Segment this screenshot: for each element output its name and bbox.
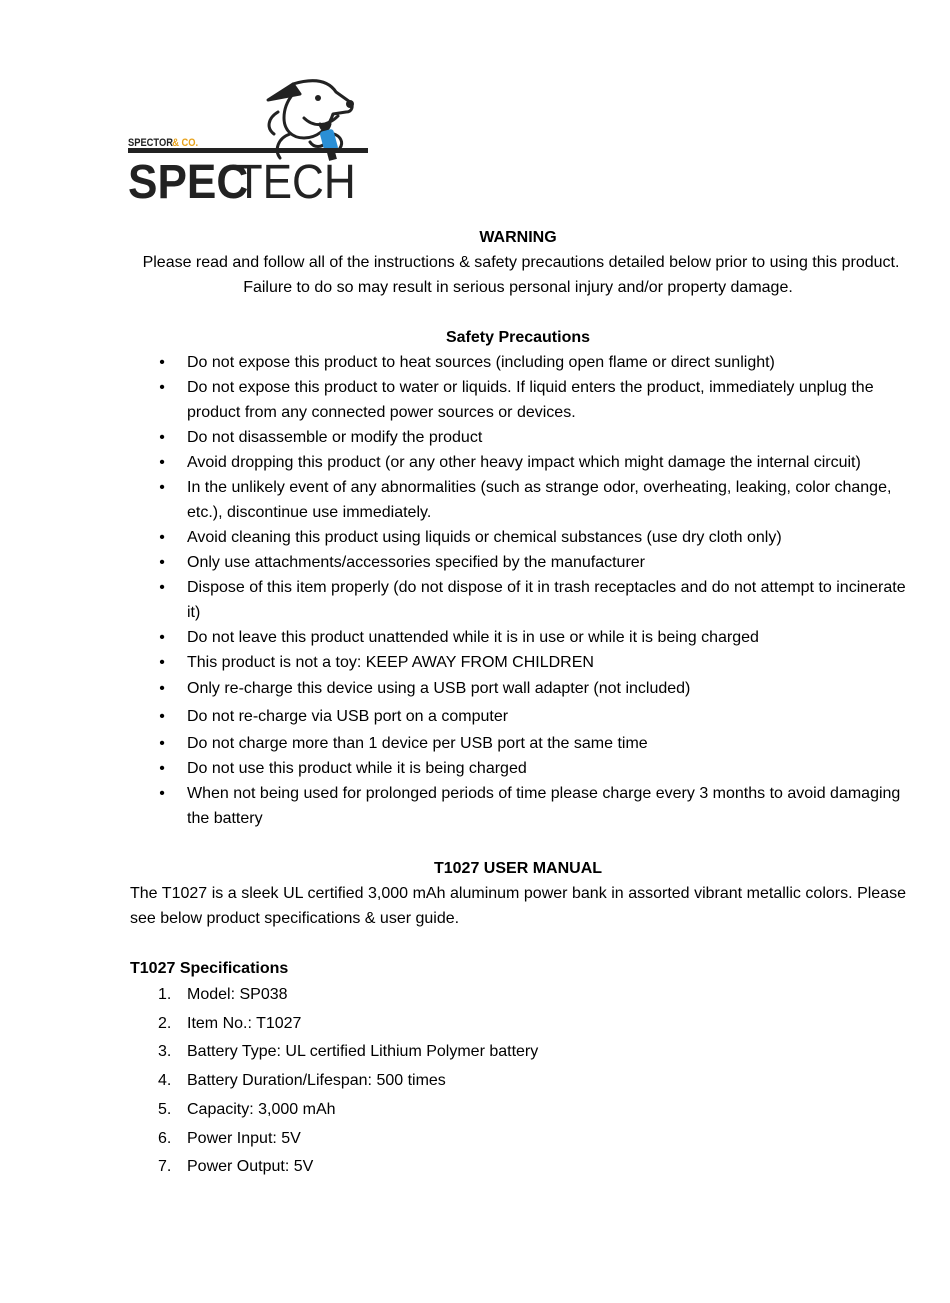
list-item-number: 5. [158, 1100, 172, 1118]
bullet-icon: • [159, 554, 165, 571]
safety-precautions-list [130, 350, 906, 831]
list-item-text: Capacity: 3,000 mAh [187, 1100, 336, 1118]
list-item [130, 550, 906, 575]
bullet-icon: • [159, 479, 165, 496]
list-item [130, 756, 906, 781]
spectech-logo-graphic [128, 72, 378, 204]
list-item-text: Only re-charge this device using a USB port wall adapter (not included) [187, 680, 691, 697]
list-item [130, 1153, 906, 1182]
list-item-text: Do not re-charge via USB port on a computer [187, 708, 509, 725]
bullet-icon: • [159, 785, 165, 802]
list-item-text: Dispose of this item properly (do not dispose of it in trash receptacles and do not attempt to incinerate it) [187, 579, 906, 621]
list-item [130, 1067, 906, 1096]
list-item [130, 731, 906, 756]
list-item [130, 425, 906, 450]
list-item [130, 525, 906, 550]
list-item-text: Model: SP038 [187, 986, 288, 1003]
list-item-number: 7. [158, 1158, 172, 1176]
warning-title: WARNING [479, 229, 557, 246]
list-item-text: When not being used for prolonged periods of time please charge every 3 months to avoid damaging the battery [187, 785, 901, 827]
list-item [130, 650, 906, 675]
logo-sub-brand-amp: & CO. [172, 137, 199, 150]
bullet-icon: • [159, 579, 165, 596]
bullet-icon: • [159, 629, 165, 646]
spectech-logo [128, 72, 378, 204]
bullet-icon: • [159, 454, 165, 471]
list-item-text: Do not charge more than 1 device per USB port at the same time [187, 735, 648, 752]
list-item-text: Only use attachments/accessories specified by the manufacturer [187, 554, 645, 571]
list-item [130, 781, 906, 831]
list-item-text: Item No.: T1027 [187, 1014, 302, 1032]
document-page [130, 225, 906, 1182]
warning-line-2: Failure to do so may result in serious personal injury and/or property damage. [243, 279, 793, 296]
list-item-text: Do not expose this product to heat sources (including open flame or direct sunlight) [187, 354, 775, 371]
list-item-text: In the unlikely event of any abnormalities (such as strange odor, overheating, leaking, color change, etc.), discontinue use immediately. [187, 479, 892, 521]
list-item [130, 375, 906, 425]
list-item [130, 1096, 906, 1125]
bullet-icon: • [159, 735, 165, 752]
logo-brand-light: TECH [235, 154, 356, 204]
bullet-icon: • [159, 708, 165, 725]
logo-sub-brand-prefix: SPECTOR [128, 137, 173, 150]
list-item [130, 475, 906, 525]
list-item [130, 575, 906, 625]
list-item-number: 3. [158, 1043, 172, 1061]
bullet-icon: • [159, 429, 165, 446]
list-item-text: Do not expose this product to water or liquids. If liquid enters the product, immediately unplug the product from any connected power sources or devices. [187, 379, 874, 421]
bullet-icon: • [159, 760, 165, 777]
list-item-text: Power Output: 5V [187, 1158, 314, 1176]
list-item [130, 625, 906, 650]
list-item-number: 2. [158, 1014, 172, 1032]
list-item-text: This product is not a toy: KEEP AWAY FROM CHILDREN [187, 654, 594, 671]
list-item-number: 1. [158, 986, 172, 1003]
list-item-text: Battery Duration/Lifespan: 500 times [187, 1072, 446, 1090]
user-manual-title: T1027 USER MANUAL [433, 860, 603, 877]
list-item-text: Power Input: 5V [187, 1129, 301, 1147]
list-item [130, 450, 906, 475]
bullet-icon: • [159, 379, 165, 396]
list-item-text: Avoid cleaning this product using liquids or chemical substances (use dry cloth only) [187, 529, 782, 546]
specifications-title: T1027 Specifications [130, 960, 289, 977]
warning-line-1: Please read and follow all of the instructions & safety precautions detailed below prior to using this product. [142, 254, 900, 271]
list-item [130, 1038, 906, 1067]
list-item [130, 1125, 906, 1154]
logo-brand-bold: SPEC [128, 154, 249, 204]
list-item-number: 6. [158, 1129, 172, 1147]
safety-precautions-title: Safety Precautions [445, 329, 591, 346]
list-item [130, 981, 906, 1010]
bullet-icon: • [159, 680, 165, 697]
bullet-icon: • [159, 654, 165, 671]
list-item [130, 350, 906, 375]
list-item-number: 4. [158, 1072, 172, 1090]
user-manual-intro: The T1027 is a sleek UL certified 3,000 mAh aluminum power bank in assorted vibrant metallic colors. Please see below product specifications & user guide. [130, 885, 906, 927]
list-item-text: Battery Type: UL certified Lithium Polymer battery [187, 1043, 539, 1061]
list-item [130, 1010, 906, 1039]
bullet-icon: • [159, 529, 165, 546]
list-item-text: Do not disassemble or modify the product [187, 429, 483, 446]
bullet-icon: • [159, 354, 165, 371]
specifications-list [130, 981, 906, 1182]
list-item-text: Do not leave this product unattended while it is in use or while it is being charged [187, 629, 759, 646]
list-item [130, 675, 906, 703]
list-item-text: Do not use this product while it is being charged [187, 760, 527, 777]
list-item [130, 703, 906, 731]
list-item-text: Avoid dropping this product (or any other heavy impact which might damage the internal circuit) [187, 454, 861, 471]
dog-mascot-icon [268, 81, 354, 158]
